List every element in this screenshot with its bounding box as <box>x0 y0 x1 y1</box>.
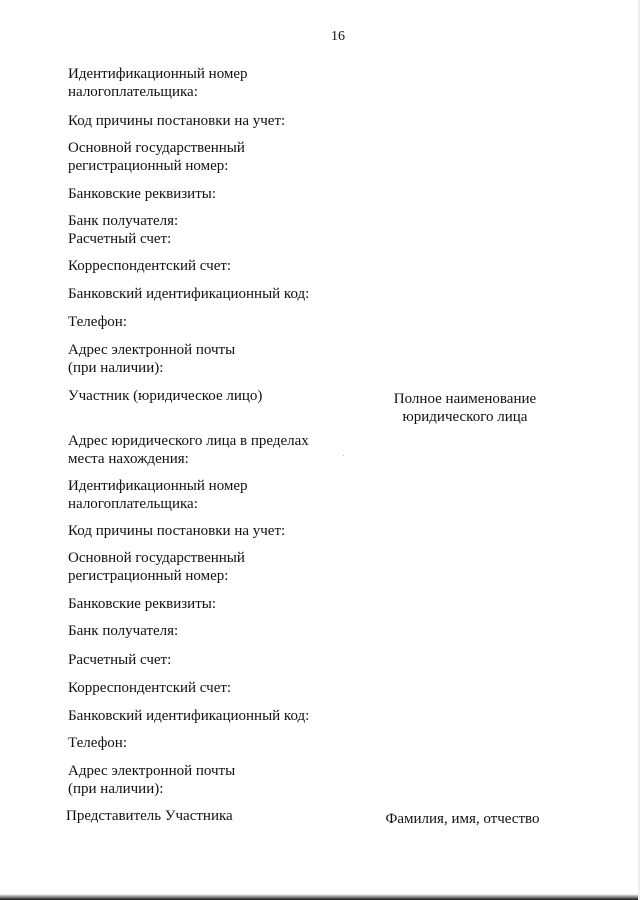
inn-label: Идентификационный номер налогоплательщика: <box>68 66 248 100</box>
bik-label: Банковский идентификационный код: <box>68 708 310 724</box>
participant-name-value: Полное наименование юридического лица <box>393 391 537 425</box>
phone-label: Телефон: <box>68 314 127 330</box>
account-label: Расчетный счет: <box>68 652 172 668</box>
ogrn-label: Основной государственный регистрационный номер: <box>68 550 245 584</box>
representative-name-value: Фамилия, имя, отчество <box>385 811 540 827</box>
corr-account-label: Корреспондентский счет: <box>68 258 232 274</box>
kpp-label: Код причины постановки на учет: <box>68 523 286 539</box>
bik-label: Банковский идентификационный код: <box>68 286 310 302</box>
page-number: 16 <box>331 29 345 44</box>
scan-bottom-edge <box>0 894 640 900</box>
participant-label: Участник (юридическое лицо) <box>68 388 263 404</box>
phone-label: Телефон: <box>68 735 127 751</box>
kpp-label: Код причины постановки на учет: <box>68 113 286 129</box>
legal-address-label: Адрес юридического лица в пределах места нахождения: <box>68 433 309 467</box>
ogrn-label: Основной государственный регистрационный номер: <box>68 140 245 174</box>
representative-label: Представитель Участника <box>66 808 233 824</box>
inn-label: Идентификационный номер налогоплательщика: <box>68 478 248 512</box>
email-label: Адрес электронной почты (при наличии): <box>68 763 236 797</box>
email-label: Адрес электронной почты (при наличии): <box>68 342 236 376</box>
scan-speck <box>343 455 344 456</box>
corr-account-label: Корреспондентский счет: <box>68 680 232 696</box>
bank-details-label: Банковские реквизиты: <box>68 186 217 202</box>
recipient-bank-label: Банк получателя: <box>68 623 179 639</box>
bank-details-label: Банковские реквизиты: <box>68 596 217 612</box>
bank-and-account-label: Банк получателя: Расчетный счет: <box>68 213 179 247</box>
